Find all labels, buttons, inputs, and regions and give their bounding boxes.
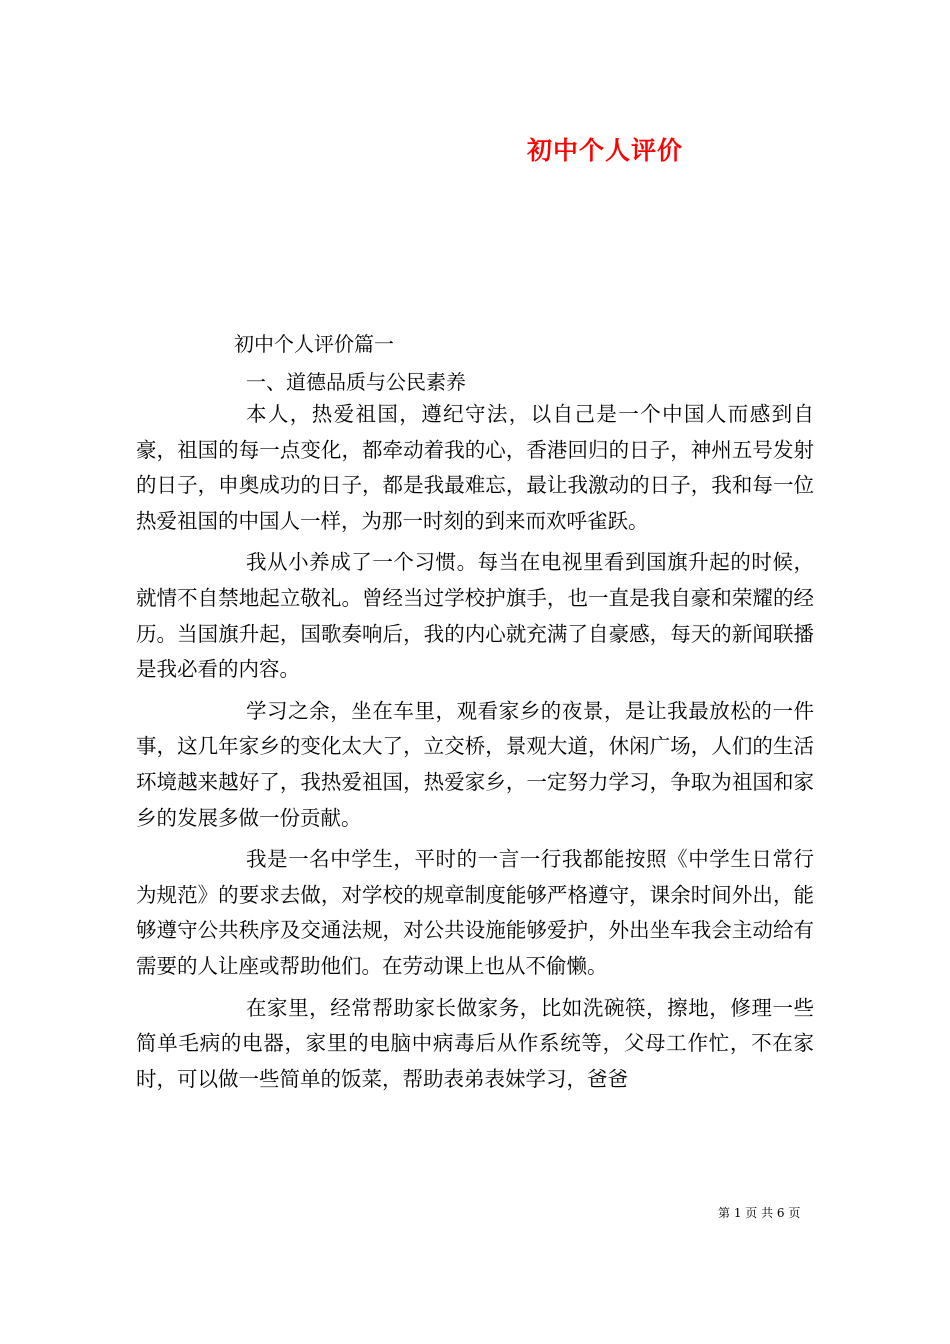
paragraph-1: 本人，热爱祖国，遵纪守法，以自己是一个中国人而感到自豪，祖国的每一点变化，都牵动着我的心，香港回归的日子，神州五号发射的日子，申奥成功的日子，都是我最难忘，最让我激动的日子，我和每一位热爱祖国的中国人一样，为那一时刻的到来而欢呼雀跃。 [136,402,814,533]
document-title: 初中个人评价 [527,136,684,165]
page-number: 第 1 页 共 6 页 [718,1206,801,1220]
paragraph-2: 我从小养成了一个习惯。每当在电视里看到国旗升起的时候，就情不自禁地起立敬礼。曾经当过学校护旗手，也一直是我自豪和荣耀的经历。当国旗升起，国歌奏响后，我的内心就充满了自豪感，每天的新闻联播是我必看的内容。 [136,550,814,682]
sub-heading: 一、道德品质与公民素养 [246,370,466,394]
paragraph-4: 我是一名中学生，平时的一言一行我都能按照《中学生日常行为规范》的要求去做，对学校的规章制度能够严格遵守，课余时间外出，能够遵守公共秩序及交通法规，对公共设施能够爱护，外出坐车我会主动给有需要的人让座或帮助他们。在劳动课上也从不偷懒。 [136,847,814,978]
paragraph-3: 学习之余，坐在车里，观看家乡的夜景，是让我最放松的一件事，这几年家乡的变化太大了，立交桥，景观大道，休闲广场，人们的生活环境越来越好了，我热爱祖国，热爱家乡，一定努力学习，争取为祖国和家乡的发展多做一份贡献。 [136,698,814,830]
body-text [136,397,814,1103]
paragraph-5: 在家里，经常帮助家长做家务，比如洗碗筷，擦地，修理一些简单毛病的电器，家里的电脑中病毒后从作系统等，父母工作忙，不在家时，可以做一些简单的饭菜，帮助表弟表妹学习，爸爸 [136,995,814,1091]
section-heading: 初中个人评价篇一 [234,332,394,356]
